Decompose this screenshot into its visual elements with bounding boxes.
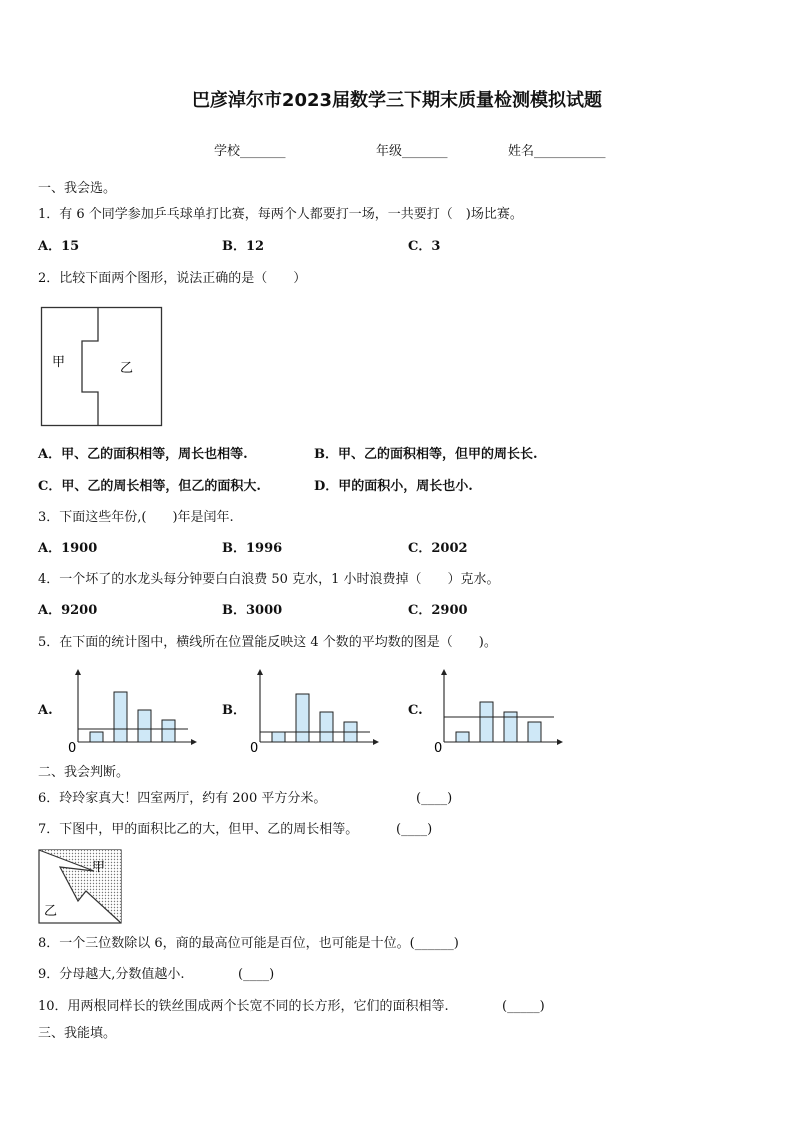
question-6: 6．玲玲家真大！四室两厅，约有 200 平方分米。 [38,791,327,806]
chart-bar [528,722,541,742]
q3-option-a[interactable]: A．1900 [38,541,98,556]
y-axis-arrow [257,669,263,675]
q6-answer-blank[interactable]: (____) [416,791,453,806]
name-field: 姓名___________ [508,144,606,159]
chart-bar [114,692,127,742]
q1-option-a[interactable]: A．15 [38,239,80,254]
section-choose: 一、我会选。 [38,181,117,196]
q1-option-c[interactable]: C．3 [408,239,441,254]
chart-bar [90,732,103,742]
q2-option-a[interactable]: A．甲、乙的面积相等，周长也相等. [38,447,248,462]
q7-label-jia: 甲 [92,860,106,875]
question-10: 10．用两根同样长的铁丝围成两个长宽不同的长方形，它们的面积相等. [38,999,449,1014]
q4-option-a[interactable]: A．9200 [38,603,98,618]
q5-chart-b [248,672,378,756]
q5-option-c[interactable]: C. [408,703,423,718]
grade-field: 年级_______ [376,144,448,159]
question-4: 4．一个坏了的水龙头每分钟要白白浪费 50 克水，1 小时浪费掉（ ）克水。 [38,572,500,587]
question-2: 2．比较下面两个图形，说法正确的是（ ） [38,271,307,286]
question-7: 7．下图中，甲的面积比乙的大，但甲、乙的周长相等。 [38,822,359,837]
x-axis-arrow [191,739,197,745]
q4-option-b[interactable]: B．3000 [222,603,283,618]
section-fill: 三、我能填。 [38,1026,117,1041]
chart-bar [480,702,493,742]
q5-option-b[interactable]: B． [222,703,246,718]
question-9: 9．分母越大,分数值越小. [38,967,185,982]
origin-label: 0 [250,741,259,756]
x-axis-arrow [373,739,379,745]
question-8: 8．一个三位数除以 6，商的最高位可能是百位，也可能是十位。(______) [38,936,459,951]
q2-option-c[interactable]: C．甲、乙的周长相等，但乙的面积大. [38,479,261,494]
q1-option-b[interactable]: B．12 [222,239,265,254]
chart-bar [456,732,469,742]
q2-option-b[interactable]: B．甲、乙的面积相等，但甲的周长长. [314,447,538,462]
origin-label: 0 [434,741,443,756]
q2-label-jia: 甲 [52,355,66,370]
q5-chart-a [66,672,196,756]
page-title: 巴彦淖尔市2023届数学三下期末质量检测模拟试题 [191,90,603,111]
q7-answer-blank[interactable]: (____) [396,822,433,837]
question-5: 5．在下面的统计图中，横线所在位置能反映这 4 个数的平均数的图是（ )。 [38,635,497,650]
chart-bar [138,710,151,742]
chart-bar [320,712,333,742]
chart-bar [272,732,285,742]
x-axis-arrow [557,739,563,745]
section-judge: 二、我会判断。 [38,765,130,780]
q2-shape-figure [40,306,164,428]
q2-label-yi: 乙 [120,361,134,376]
q2-option-d[interactable]: D．甲的面积小，周长也小. [314,479,473,494]
q3-option-c[interactable]: C．2002 [408,541,468,556]
q3-option-b[interactable]: B．1996 [222,541,283,556]
q4-option-c[interactable]: C．2900 [408,603,468,618]
q7-label-yi: 乙 [44,904,58,919]
y-axis-arrow [441,669,447,675]
chart-bar [162,720,175,742]
origin-label: 0 [68,741,77,756]
y-axis-arrow [75,669,81,675]
chart-bar [296,694,309,742]
question-3: 3．下面这些年份,( )年是闰年. [38,510,234,525]
q7-shape-figure [38,849,124,925]
q10-answer-blank[interactable]: (_____) [502,999,545,1014]
q5-option-a[interactable]: A. [38,703,53,718]
school-field: 学校_______ [214,144,286,159]
q5-chart-c [432,672,562,756]
question-1: 1．有 6 个同学参加乒乓球单打比赛，每两个人都要打一场，一共要打（ )场比赛。 [38,207,523,222]
q9-answer-blank[interactable]: (____) [238,967,275,982]
